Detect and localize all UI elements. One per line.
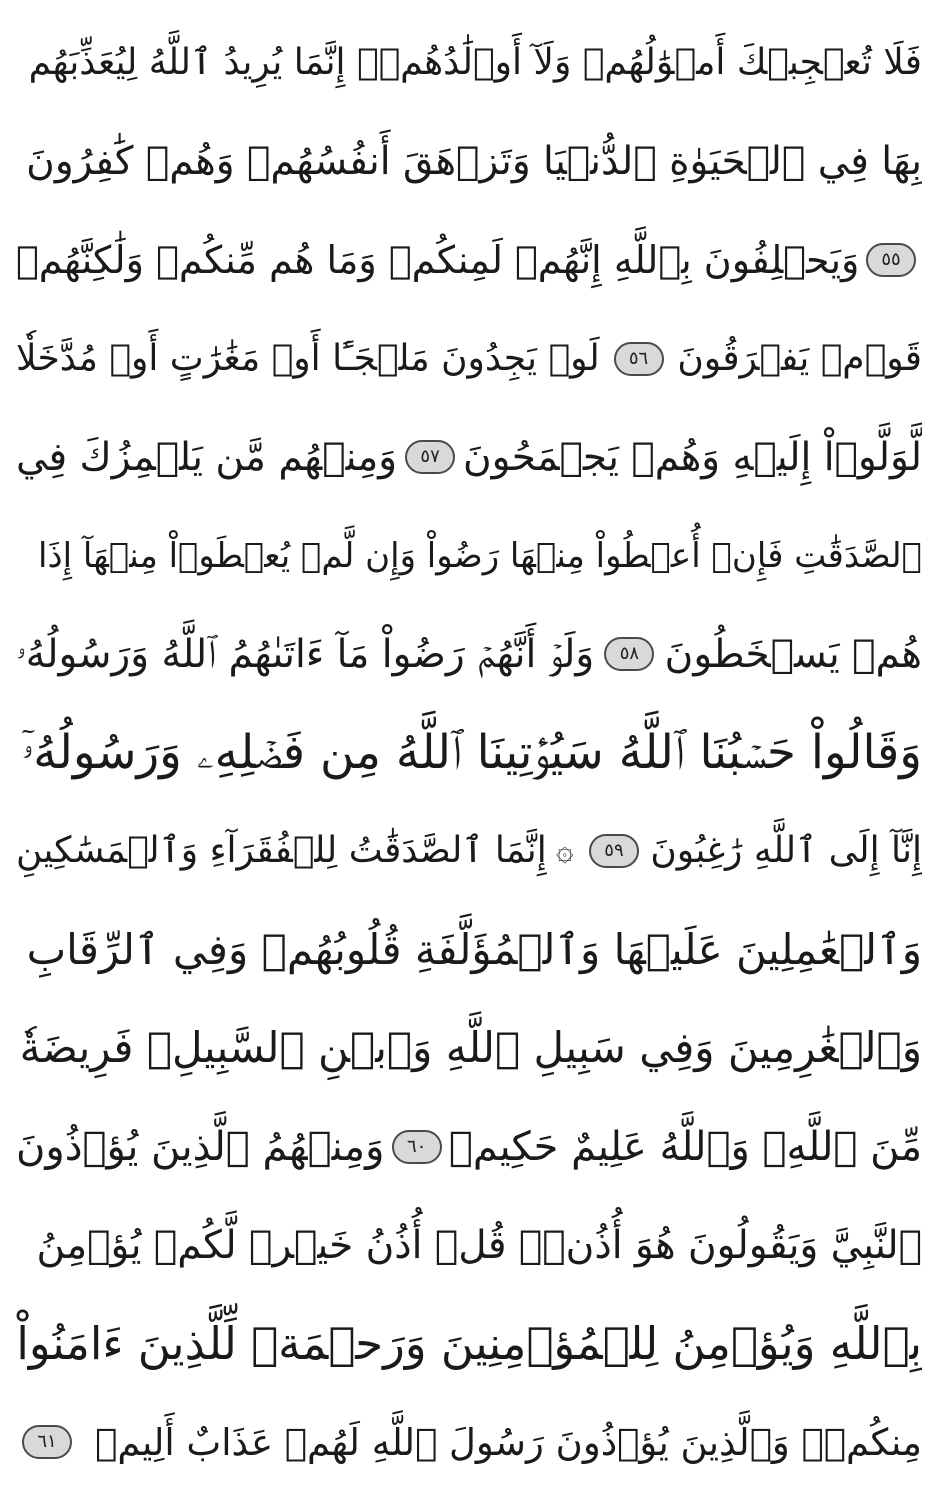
text-line (16, 1295, 922, 1394)
text-line (16, 901, 922, 1000)
text-line (16, 310, 922, 409)
ayah-number-marker: ٥٧ (405, 440, 455, 474)
verse-text: بِٱللَّهِ وَيُؤۡمِنُ لِلۡمُؤۡمِنِينَ وَرَحۡمَةٞ لِّلَّذِينَ ءَامَنُواْ (16, 1317, 922, 1371)
text-line (16, 1196, 922, 1295)
text-line (16, 704, 922, 803)
text-line (16, 1098, 922, 1197)
ayah-number-marker: ٥٩ (589, 834, 639, 868)
verse-text: بِهَا فِي ٱلۡحَيَوٰةِ ٱلدُّنۡيَا وَتَزۡهَقَ أَنفُسُهُمۡ وَهُمۡ كَٰفِرُونَ (26, 139, 922, 185)
verse-text: وَمِنۡهُم مَّن يَلۡمِزُكَ فِي (16, 434, 398, 480)
ayah-number-marker: ٦١ (22, 1425, 72, 1459)
verse-text: وَيَحۡلِفُونَ بِٱللَّهِ إِنَّهُمۡ لَمِنكُمۡ وَمَا هُم مِّنكُمۡ وَلَٰكِنَّهُمۡ (16, 238, 860, 283)
verse-text: ٱلصَّدَقَٰتِ فَإِنۡ أُعۡطُواْ مِنۡهَا رَضُواْ وَإِن لَّمۡ يُعۡطَوۡاْ مِنۡهَآ إِذَا (38, 535, 922, 576)
verse-text: وَٱلۡغَٰرِمِينَ وَفِي سَبِيلِ ٱللَّهِ وَٱبۡنِ ٱلسَّبِيلِۖ فَرِيضَةٗ (19, 1023, 922, 1073)
text-line (16, 605, 922, 704)
text-line (16, 113, 922, 212)
ayah-number-marker: ٥٨ (604, 637, 654, 671)
verse-text: وَٱلۡعَٰمِلِينَ عَلَيۡهَا وَٱلۡمُؤَلَّفَةِ قُلُوبُهُمۡ وَفِي ٱلرِّقَابِ (26, 924, 922, 974)
verse-text: فَلَا تُعۡجِبۡكَ أَمۡوَٰلُهُمۡ وَلَآ أَوۡلَٰدُهُمۡۚ إِنَّمَا يُرِيدُ ٱللَّهُ لِيُعَذِّبَهُم (28, 42, 922, 84)
text-line (16, 1393, 922, 1492)
verse-text: قَوۡمٞ يَفۡرَقُونَ (677, 337, 922, 379)
text-line (16, 211, 922, 310)
text-line (16, 14, 922, 113)
text-line (16, 408, 922, 507)
text-line (16, 802, 922, 901)
ayah-number-marker: ٦٠ (392, 1130, 442, 1164)
verse-text: مِنكُمۡۚ وَٱلَّذِينَ يُؤۡذُونَ رَسُولَ ٱللَّهِ لَهُمۡ عَذَابٌ أَلِيمٞ (95, 1420, 922, 1464)
verse-text: لَوۡ يَجِدُونَ مَلۡجَـًٔا أَوۡ مَغَٰرَٰتٍ أَوۡ مُدَّخَلٗا (16, 337, 600, 379)
verse-text: وَقَالُواْ حَسۡبُنَا ٱللَّهُ سَيُؤۡتِينَا ٱللَّهُ مِن فَضۡلِهِۦ وَرَسُولُهُۥٓ (21, 725, 922, 781)
text-lines (16, 14, 922, 1492)
text-line (16, 999, 922, 1098)
text-line (16, 507, 922, 606)
verse-text: وَلَوۡ أَنَّهُمۡ رَضُواْ مَآ ءَاتَىٰهُمُ ٱللَّهُ وَرَسُولُهُۥ (16, 631, 595, 677)
verse-text: وَمِنۡهُمُ ٱلَّذِينَ يُؤۡذُونَ (16, 1123, 385, 1170)
rub-el-hizb-sign: ۞ (556, 833, 574, 869)
verse-text: مِّنَ ٱللَّهِۗ وَٱللَّهُ عَلِيمٌ حَكِيمٞ (448, 1123, 922, 1170)
verse-text: ٱلنَّبِيَّ وَيَقُولُونَ هُوَ أُذُنٞۚ قُلۡ أُذُنُ خَيۡرٖ لَّكُمۡ يُؤۡمِنُ (36, 1222, 922, 1268)
ayah-number-marker: ٥٥ (866, 243, 916, 277)
verse-text: هُمۡ يَسۡخَطُونَ (664, 631, 922, 677)
verse-text: لَّوَلَّوۡاْ إِلَيۡهِ وَهُمۡ يَجۡمَحُونَ (463, 434, 922, 480)
verse-text: إِنَّآ إِلَى ٱللَّهِ رَٰغِبُونَ (650, 830, 922, 872)
verse-text: إِنَّمَا ٱلصَّدَقَٰتُ لِلۡفُقَرَآءِ وَٱلۡمَسَٰكِينِ (16, 830, 547, 872)
ayah-number-marker: ٥٦ (614, 342, 664, 376)
